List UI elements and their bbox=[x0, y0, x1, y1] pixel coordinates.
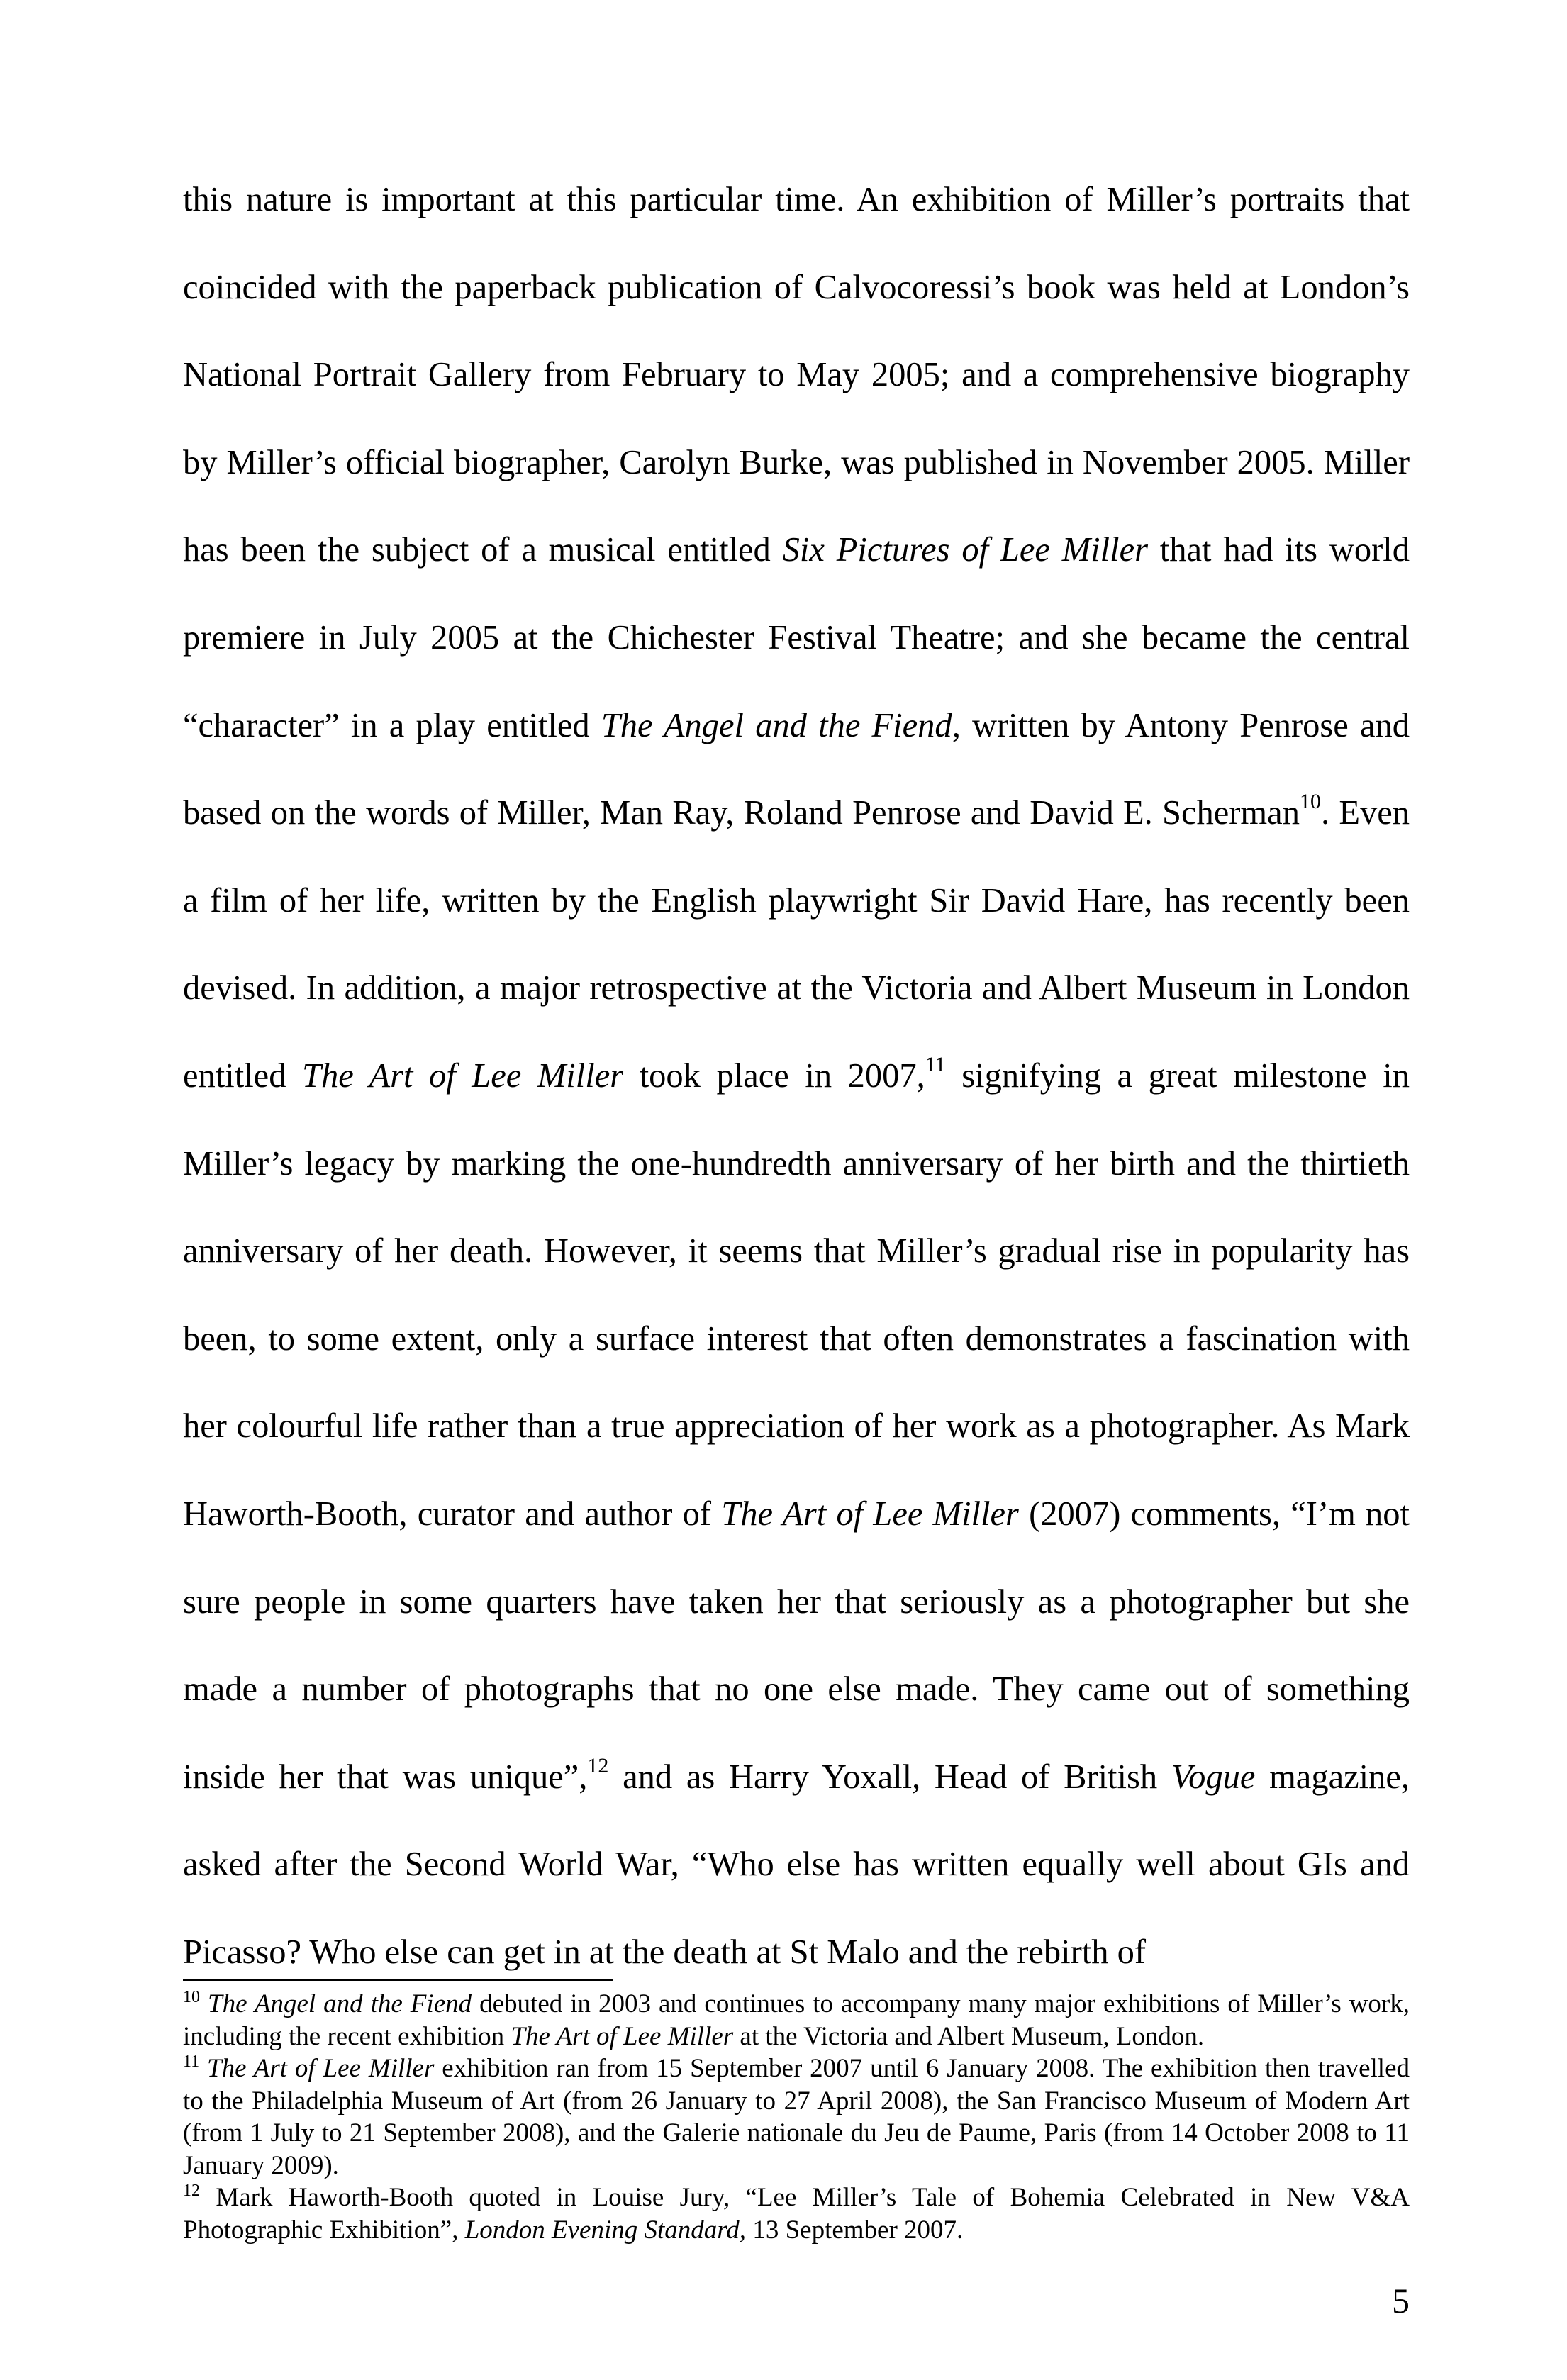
italic-title: The Angel and the Fiend bbox=[601, 706, 952, 744]
footnote-number: 11 bbox=[183, 2052, 200, 2071]
footnote-number: 10 bbox=[183, 1988, 200, 2006]
italic-title: The Art of Lee Miller bbox=[721, 1495, 1019, 1533]
footnote-ref-12: 12 bbox=[587, 1753, 609, 1777]
italic-title: Six Pictures of Lee Miller bbox=[782, 531, 1148, 569]
italic-title: The Angel and the Fiend bbox=[208, 1989, 472, 2018]
text-run: signifying a great milestone in Miller’s legacy by marking the one-hundredth anniversary of her birth and the thirtieth anniversary of her death. However, it seems that Miller’s gradual rise in popularity has been, to some extent, only a surface interest that often demonstrates a fascination with her colourful life rather than a true appreciation of her work as a photographer. As Mark Haworth-Booth, curator and author of bbox=[183, 1056, 1410, 1533]
text-run: exhibition ran from 15 September 2007 until 6 January 2008. The exhibition then travelled to the Philadelphia Museum of Art (from 26 January to 27 April 2008), the San Francisco Museum of Modern Art (from 1 July to 21 September 2008), and the Galerie nationale du Jeu de Paume, Paris (from 14 October 2008 to 11 January 2009). bbox=[183, 2054, 1410, 2180]
footnote-ref-10: 10 bbox=[1299, 790, 1321, 814]
italic-title: The Art of Lee Miller bbox=[207, 2054, 435, 2083]
footnote-10 bbox=[183, 1988, 1410, 2052]
text-run: that had its world premiere in July 2005 at the Chichester Festival Theatre; and she became the central “character” in a play entitled bbox=[183, 531, 1410, 744]
italic-title: The Art of Lee Miller bbox=[302, 1056, 624, 1095]
footnote-11 bbox=[183, 2052, 1410, 2181]
footnote-separator bbox=[183, 1979, 613, 1981]
text-run: took place in 2007, bbox=[623, 1056, 925, 1095]
text-run: and as Harry Yoxall, Head of British bbox=[608, 1758, 1171, 1796]
text-run: Mark Haworth-Booth quoted in Louise Jury, “Lee Miller’s Tale of Bohemia Celebrated in New V&A Photographic Exhibition”, bbox=[183, 2183, 1410, 2245]
page-number: 5 bbox=[1392, 2281, 1410, 2320]
body-paragraph bbox=[183, 156, 1410, 1996]
footnote-number: 12 bbox=[183, 2181, 200, 2200]
footnote-ref-11: 11 bbox=[925, 1052, 946, 1076]
text-run: , written by Antony Penrose and based on the words of Miller, Man Ray, Roland Penrose and David E. Scherman bbox=[183, 706, 1410, 832]
footnote-12 bbox=[183, 2181, 1410, 2246]
text-run: (2007) comments, “I’m not sure people in some quarters have taken her that seriously as a photographer but she made a number of photographs that no one else made. They came out of something inside her that was unique”, bbox=[183, 1495, 1410, 1796]
text-run: at the Victoria and Albert Museum, London. bbox=[733, 2021, 1205, 2051]
text-run: this nature is important at this particular time. An exhibition of Miller’s portraits that coincided with the paperback publication of Calvocoressi’s book was held at London’s National Portrait Gallery from February to May 2005; and a comprehensive biography by Miller’s official biographer, Carolyn Burke, was published in November 2005. Miller has been the subject of a musical entitled bbox=[183, 181, 1410, 569]
text-run: magazine, asked after the Second World War, “Who else has written equally well about GIs and Picasso? Who else can get in at the death at St Malo and the rebirth of bbox=[183, 1758, 1410, 1971]
footnotes bbox=[183, 1988, 1410, 2246]
text-run: 13 September 2007. bbox=[746, 2215, 964, 2245]
italic-title: Vogue bbox=[1171, 1758, 1256, 1796]
italic-title: London Evening Standard, bbox=[464, 2215, 747, 2245]
text-run: debuted in 2003 and continues to accompany many major exhibitions of Miller’s work, including the recent exhibition bbox=[183, 1989, 1410, 2051]
italic-title: The Art of Lee Miller bbox=[511, 2021, 734, 2051]
text-run: . Even a film of her life, written by the English playwright Sir David Hare, has recently been devised. In addition, a major retrospective at the Victoria and Albert Museum in London entitled bbox=[183, 794, 1410, 1095]
